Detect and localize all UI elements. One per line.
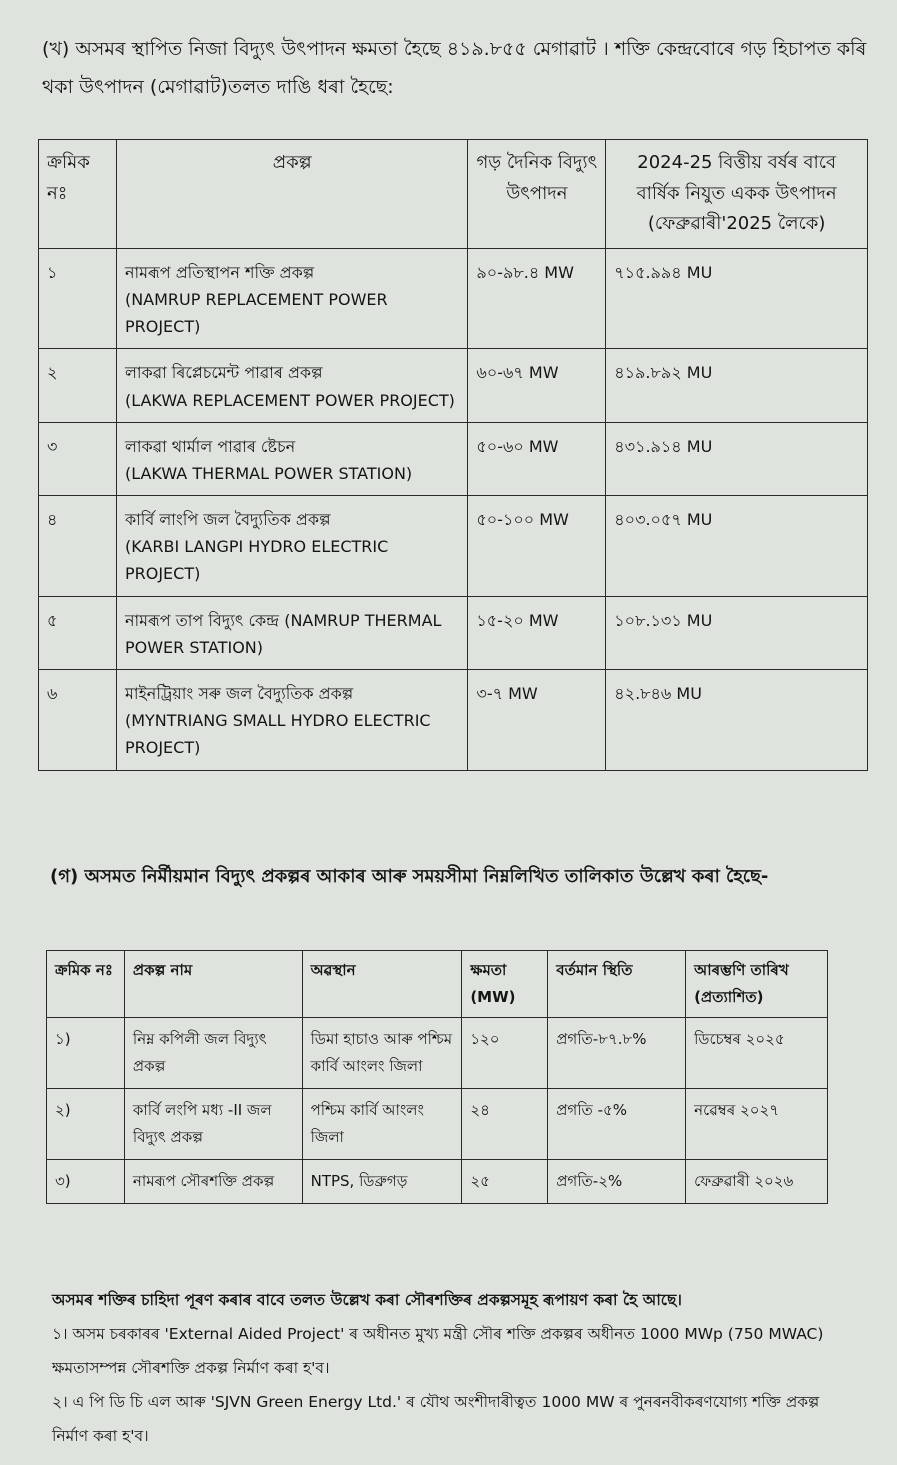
table-row [39,670,868,771]
serial-cell: ৩) [47,1160,125,1204]
annual-cell: ৭১৫.৯৯৪ MU [606,248,868,349]
project-name: নামৰূপ প্ৰতিস্থাপন শক্তি প্ৰকল্প [124,262,315,282]
project-name-en: (NAMRUP THERMAL POWER STATION) [124,610,442,657]
annual-cell: ১০৮.১৩১ MU [606,596,868,669]
daily-cell: ৫০-১০০ MW [468,496,606,597]
daily-cell: ৫০-৬০ MW [468,422,606,495]
annual-cell: ৪১৯.৮৯২ MU [606,349,868,422]
project-name-en: (KARBI LANGPI HYDRO ELECTRIC PROJECT) [124,537,389,584]
project-name-cell: নামৰূপ সৌৰশক্তি প্ৰকল্প [124,1160,302,1204]
status-cell: প্ৰগতি-২% [548,1160,686,1204]
table-header-row [47,951,828,1018]
commission-cell: ফেব্ৰুৱাৰী ২০২৬ [686,1160,828,1204]
header-commission-date: আৰম্ভণি তাৰিখ (প্ৰত্যাশিত) [686,951,828,1018]
project-cell [116,596,467,669]
header-location: অৱস্থান [302,951,462,1018]
table-row [47,1160,828,1204]
serial-cell: ২) [47,1089,125,1160]
table-row [47,1089,828,1160]
power-generation-table [38,139,868,771]
daily-cell: ৬০-৬৭ MW [468,349,606,422]
serial-cell: ৩ [39,422,117,495]
daily-cell: ১৫-২০ MW [468,596,606,669]
header-annual-generation: 2024-25 বিত্তীয় বৰ্ষৰ বাবে বাৰ্ষিক নিযুত একক উৎপাদন (ফেব্ৰুৱাৰী'2025 লৈকে) [606,140,868,249]
annual-cell: ৪০৩.০৫৭ MU [606,496,868,597]
header-capacity: ক্ষমতা (MW) [462,951,548,1018]
project-cell [116,248,467,349]
status-cell: প্ৰগতি -৫% [548,1089,686,1160]
project-name-cell: কাৰ্বি লংপি মধ্য -II জল বিদ্যুৎ প্ৰকল্প [124,1089,302,1160]
header-project: প্ৰকল্প [116,140,467,249]
project-name: কাৰ্বি লাংপি জল বৈদ্যুতিক প্ৰকল্প [124,510,331,530]
table-row [47,1018,828,1089]
table-row [39,248,868,349]
commission-cell: ডিচেম্বৰ ২০২৫ [686,1018,828,1089]
project-cell [116,349,467,422]
table-header-row [39,140,868,249]
header-daily-generation: গড় দৈনিক বিদ্যুৎ উৎপাদন [468,140,606,249]
project-name-en: (LAKWA THERMAL POWER STATION) [124,463,413,483]
solar-projects-note [52,1283,852,1453]
daily-cell: ৯০-৯৮.৪ MW [468,248,606,349]
table-row [39,596,868,669]
capacity-cell: ২৪ [462,1089,548,1160]
serial-cell: ১) [47,1018,125,1089]
project-cell [116,422,467,495]
location-cell: ডিমা হাচাও আৰু পশ্চিম কাৰ্বি আংলং জিলা [302,1018,462,1089]
project-name-en: (LAKWA REPLACEMENT POWER PROJECT) [124,390,455,410]
header-serial: ক্ৰমিক নঃ [47,951,125,1018]
project-name-cell: নিম্ন কপিলী জল বিদ্যুৎ প্ৰকল্প [124,1018,302,1089]
project-name: লাকৱা থাৰ্মাল পাৱাৰ ষ্টেচন [124,436,296,456]
daily-cell: ৩-৭ MW [468,670,606,771]
commission-cell: নৱেম্বৰ ২০২৭ [686,1089,828,1160]
status-cell: প্ৰগতি-৮৭.৮% [548,1018,686,1089]
table-row [39,422,868,495]
project-name: মাইনট্ৰিয়াং সৰু জল বৈদ্যুতিক প্ৰকল্প [124,684,354,704]
intro-paragraph-b: (খ) অসমৰ স্থাপিত নিজা বিদ্যুৎ উৎপাদন ক্ষমতা হৈছে ৪১৯.৮৫৫ মেগাৱাট । শক্তি কেন্দ্ৰবোৰে গড় হিচাপত কৰি থকা উৎপাদন (মেগাৱাট)তলত দাঙি ধৰা হৈছে: [42,38,867,98]
project-cell [116,670,467,771]
serial-cell: ২ [39,349,117,422]
annual-cell: ৪২.৮৪৬ MU [606,670,868,771]
location-cell: NTPS, ডিব্ৰুগড় [302,1160,462,1204]
capacity-cell: ২৫ [462,1160,548,1204]
annual-cell: ৪৩১.৯১৪ MU [606,422,868,495]
serial-cell: ১ [39,248,117,349]
project-name-en: (NAMRUP REPLACEMENT POWER PROJECT) [124,289,388,337]
project-name-en: (MYNTRIANG SMALL HYDRO ELECTRIC PROJECT) [124,711,431,758]
project-name: নামৰূপ তাপ বিদ্যুৎ কেন্দ্ৰ [124,610,280,630]
note-heading: অসমৰ শক্তিৰ চাহিদা পূৰণ কৰাৰ বাবে তলত উল্লেখ কৰা সৌৰশক্তিৰ প্ৰকল্পসমূহ ৰূপায়ণ কৰা হৈ আছে। [52,1291,682,1309]
project-name: লাকৱা ৰিপ্লেচমেন্ট পাৱাৰ প্ৰকল্প [124,363,323,383]
header-project-name: প্ৰকল্প নাম [124,951,302,1018]
header-serial: ক্ৰমিক নঃ [39,140,117,249]
serial-cell: ৬ [39,670,117,771]
location-cell: পশ্চিম কাৰ্বি আংলং জিলা [302,1089,462,1160]
intro-paragraph-g: (গ) অসমত নিৰ্মীয়মান বিদ্যুৎ প্ৰকল্পৰ আকাৰ আৰু সময়সীমা নিম্নলিখিত তালিকাত উল্লেখ কৰা হৈছে- [50,866,769,887]
serial-cell: ৪ [39,496,117,597]
header-status: বৰ্তমান স্থিতি [548,951,686,1018]
note-item-2: ২। এ পি ডি চি এল আৰু 'SJVN Green Energy Ltd.' ৰ যৌথ অংশীদাৰীত্বত 1000 MW ৰ পুনৰনবীকৰণযোগ্য শক্তি প্ৰকল্প নিৰ্মাণ কৰা হ'ব। [52,1393,820,1445]
note-item-1: ১। অসম চৰকাৰৰ 'External Aided Project' ৰ অধীনত মুখ্য মন্ত্ৰী সৌৰ শক্তি প্ৰকল্পৰ অধীনত 1000 MWp (750 MWAC) ক্ষমতাসম্পন্ন সৌৰশক্তি প্ৰকল্প নিৰ্মাণ কৰা হ'ব। [52,1325,824,1377]
under-construction-table [46,950,828,1204]
table-row [39,496,868,597]
capacity-cell: ১২০ [462,1018,548,1089]
table-row [39,349,868,422]
serial-cell: ৫ [39,596,117,669]
project-cell [116,496,467,597]
